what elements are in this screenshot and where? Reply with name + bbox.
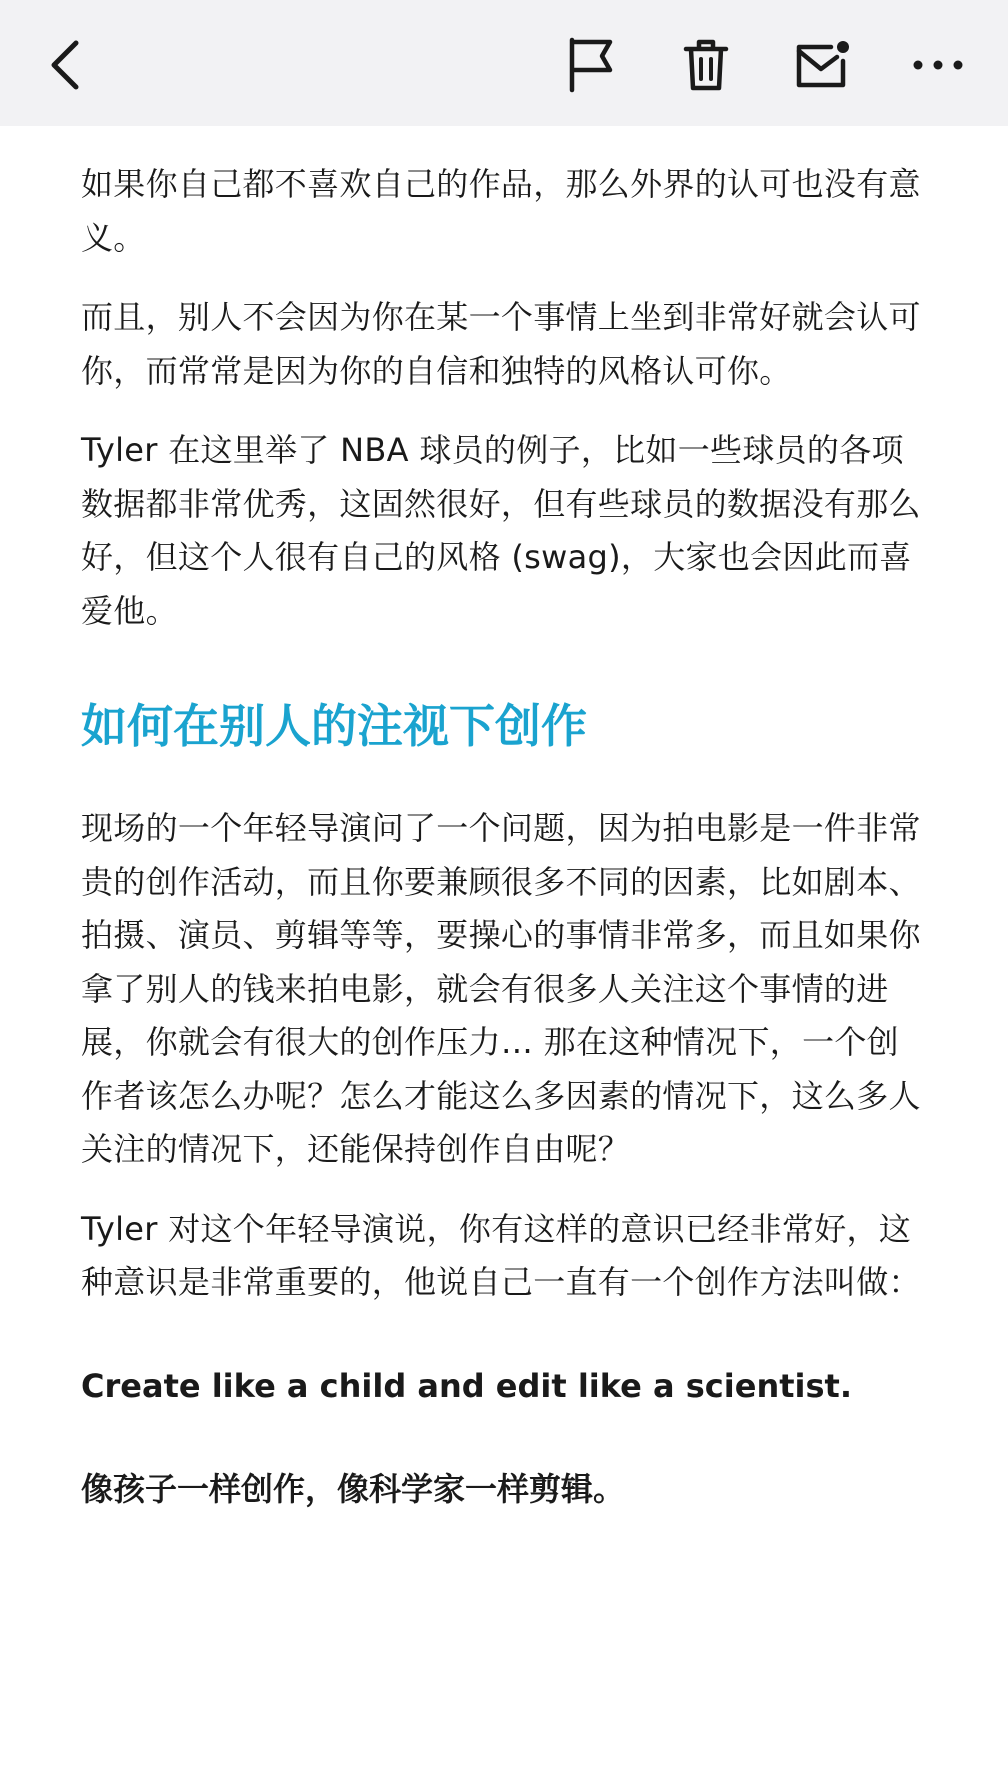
article-body: [81, 132, 921, 1517]
quote-chinese: 像孩子一样创作，像科学家一样剪辑。: [81, 1470, 626, 1508]
delete-button[interactable]: [674, 33, 738, 97]
more-button[interactable]: [906, 33, 970, 97]
paragraph-1: 如果你自己都不喜欢自己的作品，那么外界的认可也没有意义。: [81, 165, 921, 257]
paragraph-3: Tyler 在这里举了 NBA 球员的例子，比如一些球员的各项数据都非常优秀，这固然很好，但有些球员的数据没有那么好，但这个人很有自己的风格 (swag)，大家也会因此而喜爱他。: [81, 431, 921, 630]
mail-unread-icon: [793, 39, 851, 91]
mark-unread-button[interactable]: [790, 33, 854, 97]
trash-icon: [682, 37, 730, 93]
flag-icon: [564, 36, 616, 94]
quote-english: Create like a child and edit like a scientist.: [81, 1366, 852, 1405]
section-heading: 如何在别人的注视下创作: [81, 699, 587, 753]
paragraph-2: 而且，别人不会因为你在某一个事情上坐到非常好就会认可你，而常常是因为你的自信和独特的风格认可你。: [81, 298, 921, 390]
chevron-left-icon: [46, 37, 86, 93]
back-button[interactable]: [34, 33, 98, 97]
paragraph-4: 现场的一个年轻导演问了一个问题，因为拍电影是一件非常贵的创作活动，而且你要兼顾很多不同的因素，比如剧本、拍摄、演员、剪辑等等，要操心的事情非常多，而且如果你拿了别人的钱来拍电影，就会有很多人关注这个事情的进展，你就会有很大的创作压力… 那在这种情况下，一个创作者该怎么办呢？怎么才能这么多因素的情况下，这么多人关注的情况下，还能保持创作自由呢？: [81, 809, 921, 1168]
paragraph-5: Tyler 对这个年轻导演说，你有这样的意识已经非常好，这种意识是非常重要的，他说自己一直有一个创作方法叫做：: [81, 1209, 921, 1301]
more-horizontal-icon: [910, 57, 966, 73]
top-toolbar: [0, 0, 1008, 126]
flag-button[interactable]: [558, 33, 622, 97]
